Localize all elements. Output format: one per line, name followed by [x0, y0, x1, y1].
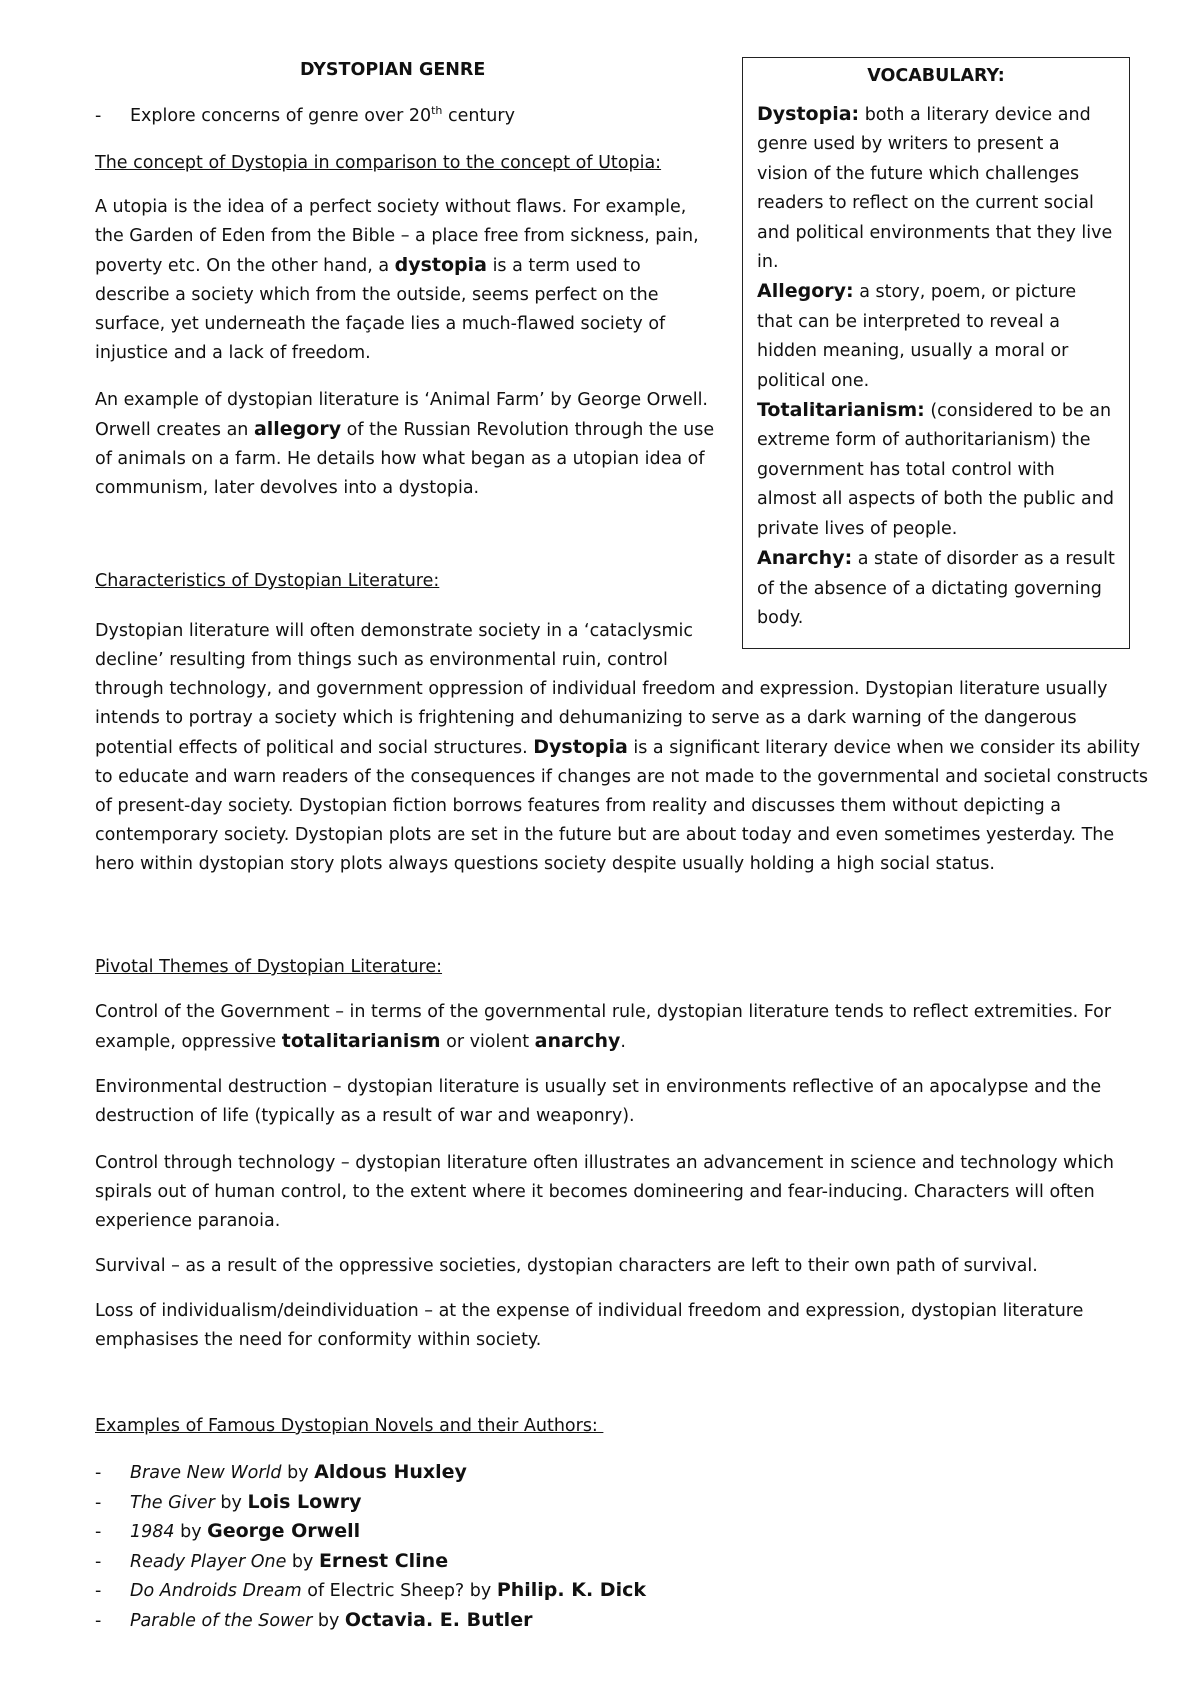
bullet-dash: - — [95, 1463, 102, 1483]
vocab-entry-anarchy — [757, 544, 1115, 633]
vocab-definition: both a literary device and genre used by writers to present a vision of the future which challenges readers to reflect on the current social and political environments that they live in. — [757, 105, 1113, 273]
vocab-definition: a state of disorder as a result of the absence of a dictating governing body. — [757, 549, 1115, 628]
theme-individualism: Loss of individualism/deindividuation – at the expense of individual freedom and expression, dystopian literature emphasises the need for conformity within society. — [95, 1301, 1084, 1350]
list-item — [95, 1606, 646, 1636]
intro-superscript: th — [431, 104, 443, 118]
vocab-definition: (considered to be an extreme form of authoritarianism) the government has total control with almost all aspects of both the public and private lives of people. — [757, 401, 1114, 539]
novels-list — [95, 1458, 646, 1635]
vocab-definition: a story, poem, or picture that can be interpreted to reveal a hidden meaning, usually a moral or political one. — [757, 282, 1077, 391]
bullet-dash: - — [95, 1551, 102, 1572]
book-author: George Orwell — [207, 1520, 361, 1542]
concept-p2-text-b: of the Russian Revolution through the use of animals on a farm. He details how what began as a utopian idea of communism, later devolves into a dystopia. — [95, 420, 715, 498]
book-author: Ernest Cline — [318, 1549, 449, 1572]
vocab-term: Dystopia: — [757, 103, 860, 125]
page-title: DYSTOPIAN GENRE — [300, 60, 486, 80]
vocabulary-box — [742, 57, 1130, 649]
characteristics-text-b: is a significant literary device when we consider its ability to educate and warn readers of the consequences if changes are not made to the governmental and societal constructs of present-day society. Dystopian fiction borrows features from reality and discusses them without depicting a contemporary society. Dystopian plots are set in the future but are about today and even sometimes yesterday. The hero within dystopian story plots always questions society despite usually holding a high social status. — [95, 738, 1148, 874]
theme-survival: Survival – as a result of the oppressive societies, dystopian characters are left to their own path of survival. — [95, 1256, 1038, 1276]
concept-p2-text-a: An example of dystopian literature is ‘Animal Farm’ by George Orwell. Orwell creates an — [95, 390, 708, 440]
keyword-dystopia: Dystopia — [533, 736, 628, 758]
vocab-term: Totalitarianism: — [757, 399, 925, 422]
keyword-anarchy: anarchy — [534, 1030, 621, 1052]
theme-government — [95, 998, 1160, 1057]
characteristics-body — [95, 675, 1155, 879]
vocab-entry-totalitarianism — [757, 396, 1115, 544]
intro-text: Explore concerns of genre over 20 — [130, 106, 432, 126]
book-author: Lois Lowry — [247, 1490, 362, 1513]
bullet-dash: - — [95, 1492, 102, 1513]
themes-heading: Pivotal Themes of Dystopian Literature: — [95, 957, 443, 977]
intro-text-after: century — [442, 106, 515, 126]
characteristics-heading: Characteristics of Dystopian Literature: — [95, 571, 440, 591]
keyword-totalitarianism: totalitarianism — [281, 1030, 441, 1052]
list-item — [95, 1488, 646, 1518]
list-item — [95, 1547, 646, 1577]
novels-heading: Examples of Famous Dystopian Novels and their Authors: — [95, 1416, 604, 1436]
book-title: Do Androids Dream — [130, 1581, 302, 1601]
book-author: Octavia. E. Butler — [344, 1608, 533, 1631]
concept-paragraph-2 — [95, 386, 720, 503]
bullet-dash: - — [95, 1581, 102, 1601]
book-title: Brave New World — [130, 1463, 282, 1483]
book-connector: by — [312, 1610, 345, 1631]
theme-environment: Environmental destruction – dystopian literature is usually set in environments reflective of an apocalypse and the destruction of life (typically as a result of war and weaponry). — [95, 1077, 1102, 1126]
concept-p1-text-a: A utopia is the idea of a perfect society without flaws. For example, the Garden of Eden from the Bible – a place free from sickness, pain, poverty etc. On the other hand, a — [95, 197, 699, 276]
book-author: Aldous Huxley — [314, 1461, 467, 1483]
book-author: Philip. K. Dick — [496, 1579, 646, 1601]
keyword-dystopia: dystopia — [394, 254, 487, 276]
list-item — [95, 1517, 646, 1547]
bullet-dash: - — [95, 106, 102, 126]
theme-text: or violent — [440, 1032, 535, 1052]
characteristics-line-2: decline’ resulting from things such as environmental ruin, control — [95, 650, 668, 670]
vocabulary-heading: VOCABULARY: — [867, 66, 1005, 86]
concept-heading: The concept of Dystopia in comparison to the concept of Utopia: — [95, 153, 662, 173]
book-connector: by — [281, 1463, 315, 1483]
theme-technology: Control through technology – dystopian literature often illustrates an advancement in science and technology which spirals out of human control, to the extent where it becomes domineering and fear-inducing. Characters will often experience paranoia. — [95, 1153, 1115, 1231]
characteristics-text-a: through technology, and government oppression of individual freedom and expression. Dystopian literature usually intends to portray a society which is frightening and dehumanizing to serve as a dark warning of the dangerous potential effects of political and social structures. — [95, 679, 1108, 758]
vocab-term: Anarchy: — [757, 547, 853, 570]
concept-p1-text-b: is a term used to describe a society which from the outside, seems perfect on the surface, yet underneath the façade lies a much-flawed society of injustice and a lack of freedom. — [95, 256, 666, 363]
book-connector: by — [286, 1551, 319, 1572]
characteristics-line-1: Dystopian literature will often demonstrate society in a ‘cataclysmic — [95, 621, 693, 641]
bullet-dash: - — [95, 1522, 102, 1542]
book-title: Ready Player One — [130, 1551, 287, 1572]
list-item — [95, 1576, 646, 1606]
vocab-entry-allegory — [757, 277, 1115, 396]
book-title: 1984 — [130, 1522, 175, 1542]
theme-text: Control of the Government – in terms of the governmental rule, dystopian literature tends to reflect extremities. For example, oppressive — [95, 1002, 1112, 1052]
concept-paragraph-1 — [95, 193, 720, 368]
bullet-dash: - — [95, 1610, 102, 1631]
book-title: Parable of the Sower — [130, 1610, 313, 1631]
theme-text: . — [620, 1032, 626, 1052]
list-item — [95, 1458, 646, 1488]
intro-bullet — [95, 106, 515, 126]
book-title: The Giver — [130, 1492, 215, 1513]
book-connector: of Electric Sheep? by — [301, 1581, 497, 1601]
vocab-term: Allegory: — [757, 280, 854, 303]
vocab-entry-dystopia — [757, 100, 1115, 277]
book-connector: by — [214, 1492, 248, 1513]
book-connector: by — [174, 1522, 208, 1542]
keyword-allegory: allegory — [253, 418, 342, 440]
